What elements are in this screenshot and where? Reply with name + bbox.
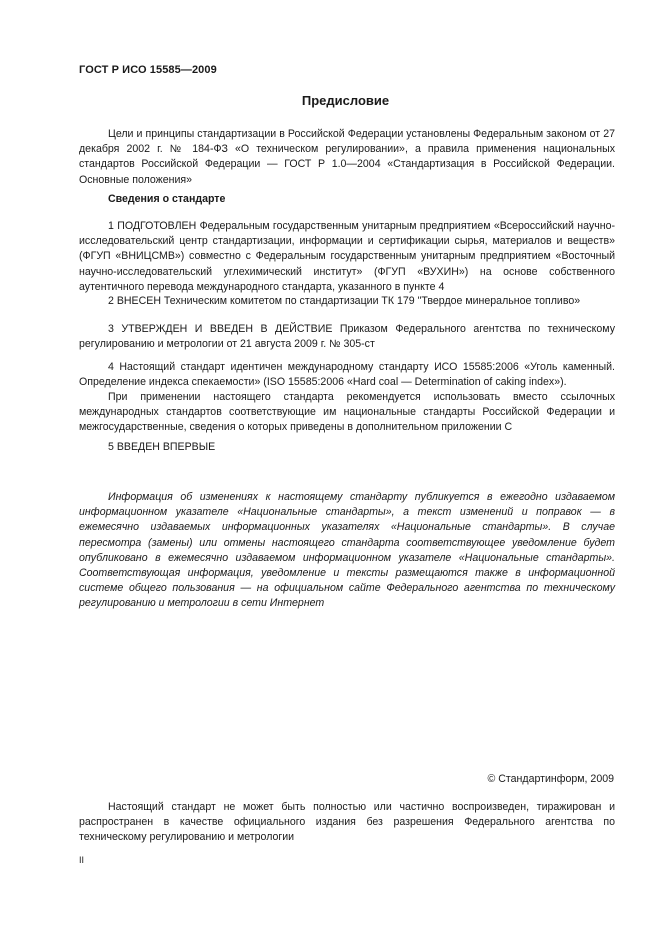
item-3-approved: 3 УТВЕРЖДЕН И ВВЕДЕН В ДЕЙСТВИЕ Приказом Федерального агентства по техническому регулированию и метрологии от 21 августа 2009 г. № 305-ст (79, 323, 615, 351)
reproduction-notice: Настоящий стандарт не может быть полностью или частично воспроизведен, тиражирован и распространен в качестве официального издания без разрешения Федерального агентства по техническому регулированию и метрологии (79, 801, 615, 844)
page-title: Предисловие (301, 93, 390, 108)
item-2-introduced: 2 ВНЕСЕН Техническим комитетом по стандартизации ТК 179 "Твердое минеральное топливо» (108, 295, 581, 307)
changes-info-notice: Информация об изменениях к настоящему стандарту публикуется в ежегодно издаваемом информационном указателе «Национальные стандарты», а текст изменений и поправок — в ежемесячно издаваемых информационных указателях «Национальные стандарты». В случае пересмотра (замены) или отмены настоящего стандарта соответствующее уведомление будет опубликовано в ежемесячно издаваемом информационном указателе «Национальные стандарты». Соответствующая информация, уведомление и тексты размещаются также в информационной системе общего пользования — на официальном сайте Федерального агентства по техническому регулированию и метрологии в сети Интернет (79, 491, 615, 610)
document-header-id: ГОСТ Р ИСО 15585—2009 (79, 64, 217, 76)
intro-paragraph: Цели и принципы стандартизации в Российской Федерации установлены Федеральным законом от 27 декабря 2002 г. № 184-ФЗ «О техническом регулировании», а правила применения национальных стандартов Российской Федерации — ГОСТ Р 1.0—2004 «Стандартизация в Российской Федерации. Основные положения» (79, 128, 615, 186)
standard-info-heading: Сведения о стандарте (108, 193, 226, 205)
item-5-first-introduced: 5 ВВЕДЕН ВПЕРВЫЕ (108, 441, 216, 453)
item-4-identical: 4 Настоящий стандарт идентичен международному стандарту ИСО 15585:2006 «Уголь каменный. Определение индекса спекаемости» (ISO 15585:2006 «Hard coal — Determination of caking index»). (79, 361, 615, 389)
page-number: II (79, 855, 85, 865)
item-4-note: При применении настоящего стандарта рекомендуется использовать вместо ссылочных международных стандартов соответствующие им национальные стандарты Российской Федерации и межгосударственные, сведения о которых приведены в дополнительном приложении С (79, 391, 615, 434)
item-1-prepared: 1 ПОДГОТОВЛЕН Федеральным государственным унитарным предприятием «Всероссийский научно-исследовательский центр стандартизации, информации и сертификации сырья, материалов и веществ» (ФГУП «ВНИЦСМВ») совместно с Федеральным государственным унитарным предприятием «Восточный научно-исследовательский углехимический институт» (ФГУП «ВУХИН») на основе собственного аутентичного перевода международного стандарта, указанного в пункте 4 (79, 220, 615, 293)
copyright-line: © Стандартинформ, 2009 (487, 773, 614, 785)
